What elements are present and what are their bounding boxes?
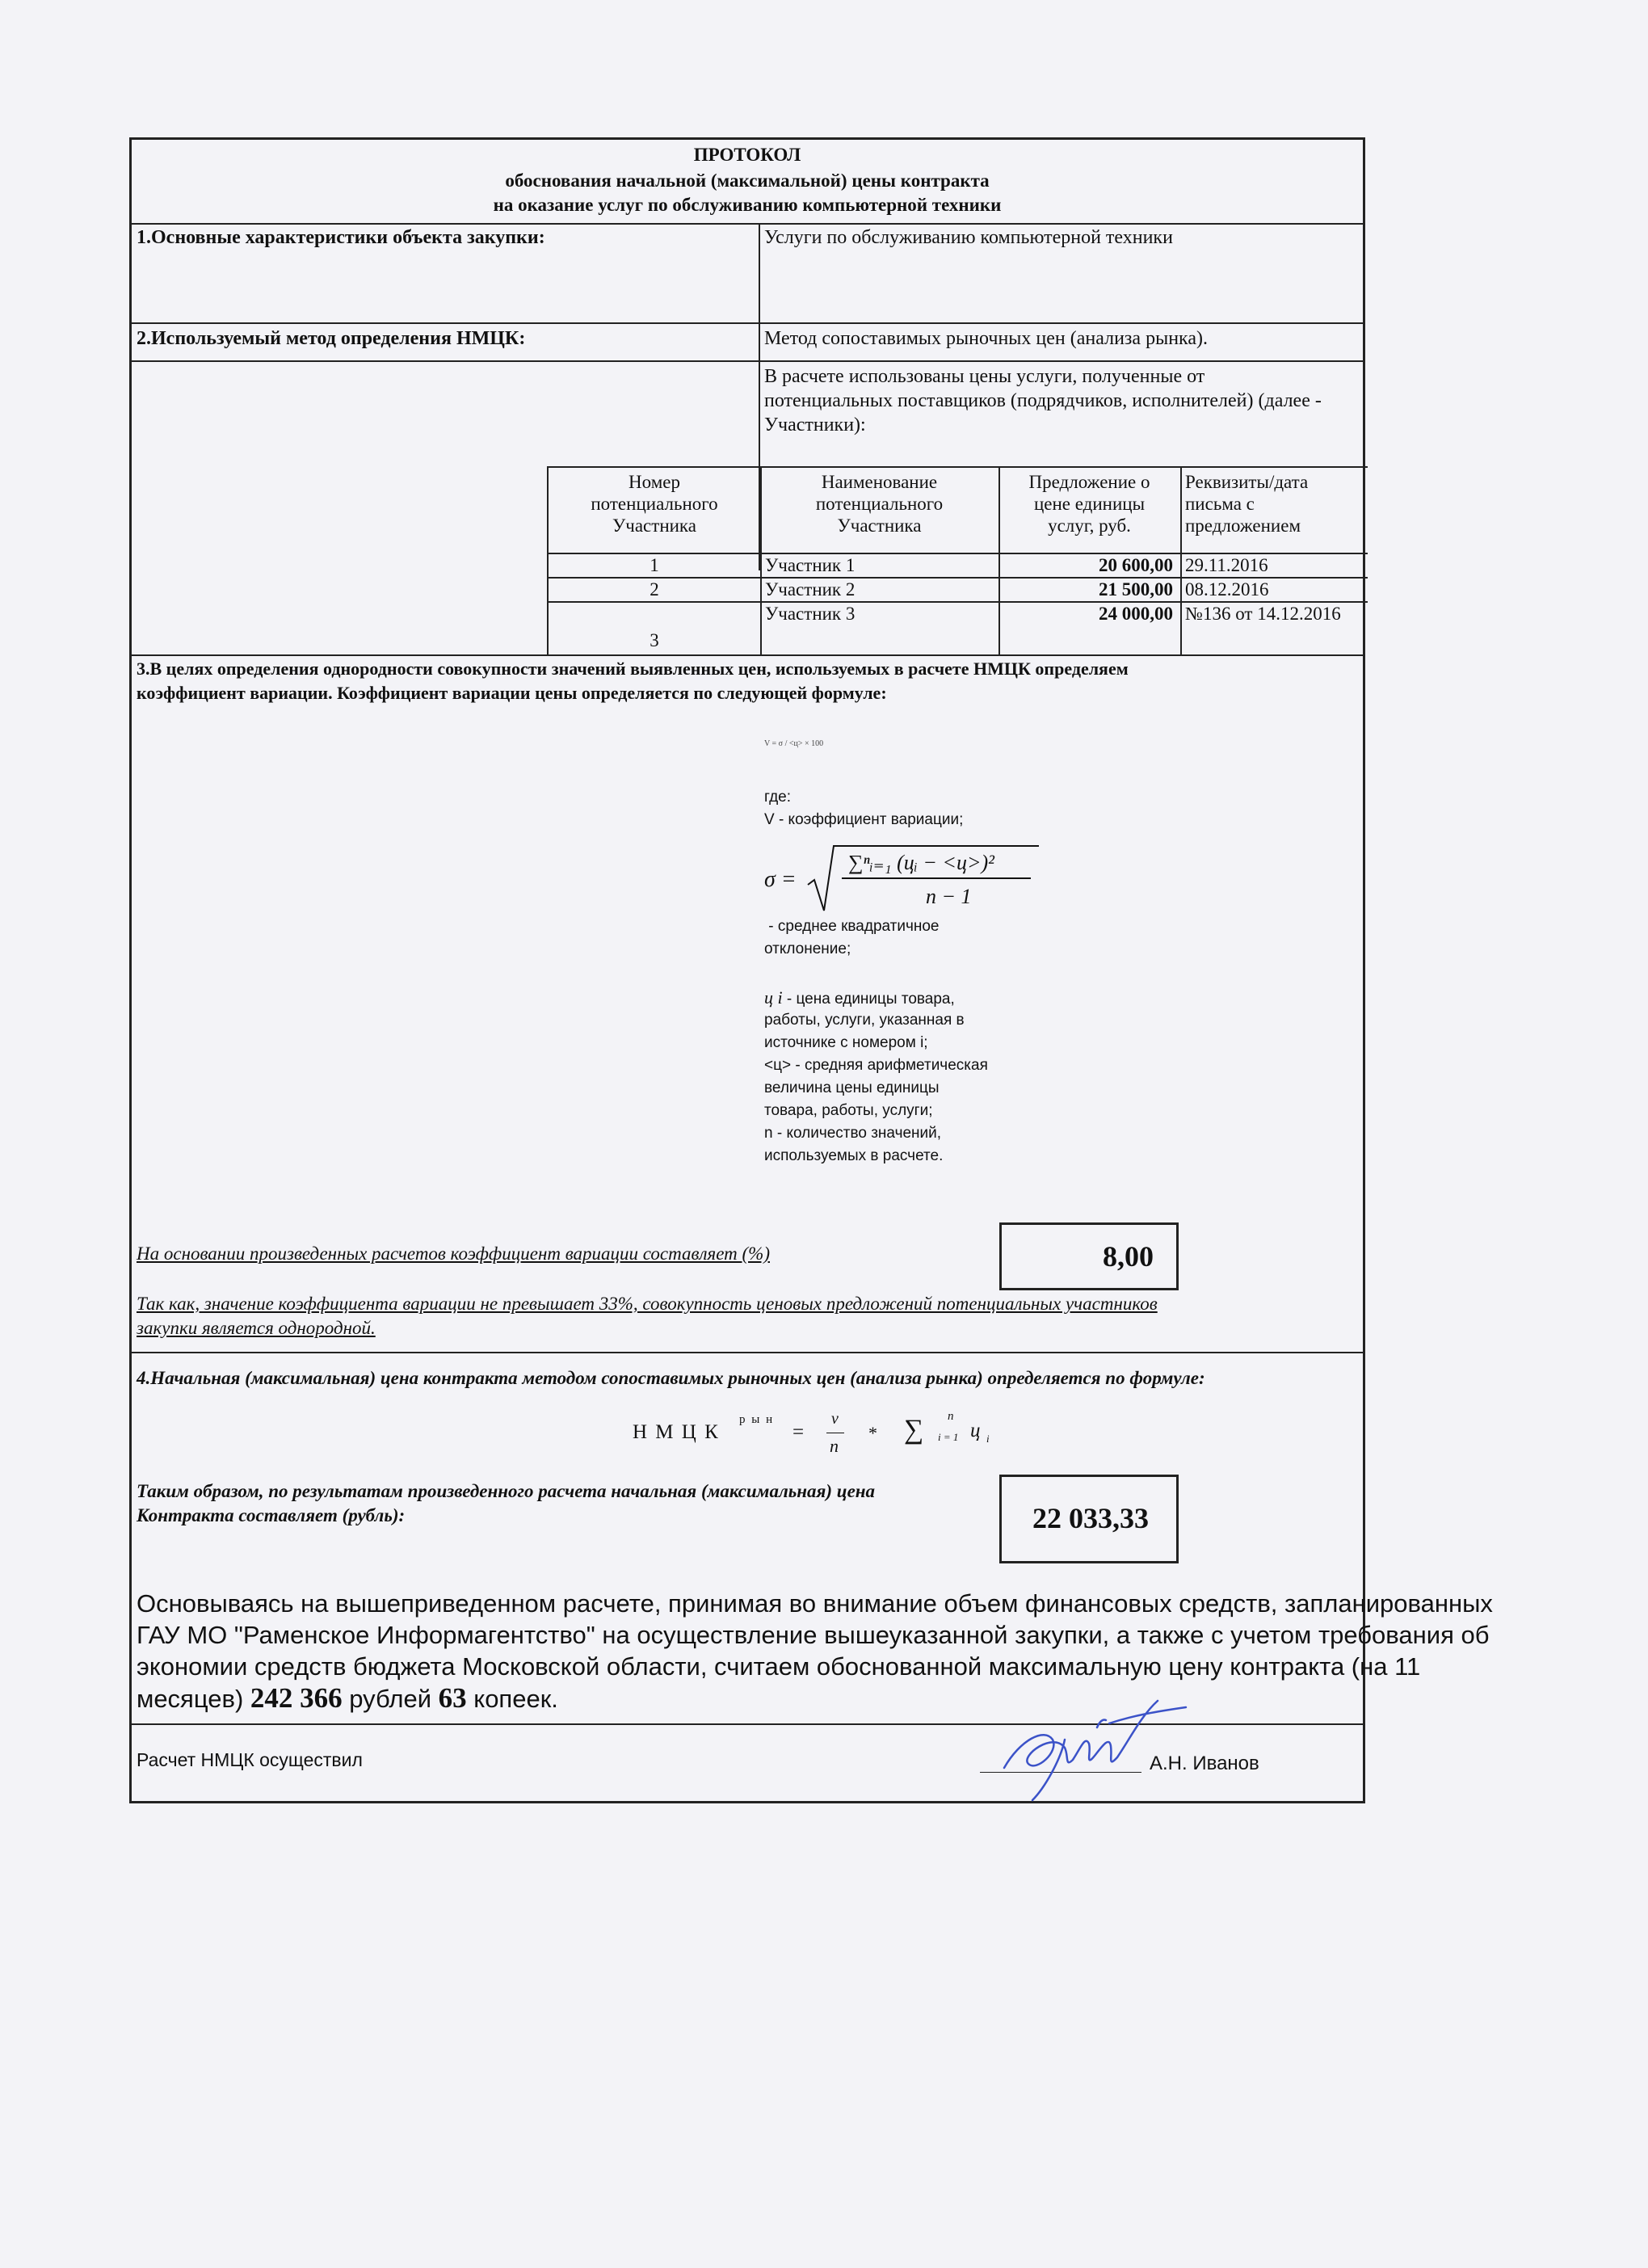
protocol-frame	[129, 137, 1493, 1803]
signature-label: Расчет НМЦК осуществил	[137, 1749, 363, 1770]
ci-definition: ц i - цена единицы товара,	[764, 987, 955, 1008]
participants-table	[547, 466, 1368, 654]
where-label: где:	[764, 789, 792, 806]
column-divider	[1180, 468, 1182, 656]
section3-label: коэффициент вариации. Коэффициент вариации цены определяется по следующей формуле:	[137, 683, 887, 703]
n-definition: n - количество значений,	[764, 1125, 942, 1142]
table-cell-name: Участник 3	[765, 604, 856, 624]
v-definition: V - коэффициент вариации;	[764, 811, 964, 828]
final-paragraph-line: Основываясь на вышеприведенном расчете, принимая во внимание объем финансовых средств, запланированных	[137, 1589, 1493, 1618]
nmck-result-box	[999, 1475, 1179, 1563]
divider	[132, 322, 1363, 324]
column-header: Предложение о цене единицы услуг, руб.	[1028, 472, 1150, 536]
doc-title: ПРОТОКОЛ	[693, 145, 801, 165]
variation-result-value: 8,00	[1103, 1240, 1154, 1273]
section2-value: Метод сопоставимых рыночных цен (анализа рынка).	[764, 328, 1208, 349]
section2-note: потенциальных поставщиков (подрядчиков, исполнителей) (далее -	[764, 390, 1322, 411]
section2-note: Участники):	[764, 414, 866, 436]
avg-definition: товара, работы, услуги;	[764, 1102, 933, 1119]
column-header: Наименование потенциального Участника	[815, 472, 944, 536]
sigma-definition: отклонение;	[764, 940, 851, 957]
final-paragraph-line: месяцев) 242 366 рублей 63 копеек.	[137, 1682, 558, 1714]
nmck-formula: Н М Ц К р ы н = v n * ∑ n i = 1 ц i	[633, 1410, 990, 1456]
signer-name: А.Н. Иванов	[1150, 1753, 1259, 1774]
n-definition: используемых в расчете.	[764, 1147, 944, 1164]
sigma-definition: - среднее квадратичное	[764, 918, 940, 935]
divider	[132, 360, 1363, 362]
table-cell-num: 2	[650, 579, 659, 600]
nmck-result-value: 22 033,33	[1032, 1502, 1149, 1534]
section4-label: 4.Начальная (максимальная) цена контракта методом сопоставимых рыночных цен (анализа рынка) определяется по формуле:	[137, 1368, 1205, 1388]
column-header: Номер потенциального Участника	[591, 472, 718, 536]
divider	[132, 223, 1363, 225]
ci-definition: источнике с номером i;	[764, 1034, 928, 1051]
variation-result-label: На основании произведенных расчетов коэффициент вариации составляет (%)	[137, 1243, 770, 1264]
final-paragraph-line: ГАУ МО "Раменское Информагентство" на осуществление вышеуказанной закупки, а также с учетом требования об	[137, 1621, 1490, 1649]
section2-note: В расчете использованы цены услуги, полученные от	[764, 366, 1205, 387]
section2-label: 2.Используемый метод определения НМЦК:	[137, 328, 526, 349]
homogeneity-conclusion: закупки является однородной.	[137, 1318, 376, 1338]
section1-label: 1.Основные характеристики объекта закупки:	[137, 227, 545, 248]
doc-subtitle-2: на оказание услуг по обслуживанию компьютерной техники	[493, 195, 1002, 215]
contract-price-rubles: 242 366	[250, 1682, 343, 1714]
section3-label: 3.В целях определения однородности совокупности значений выявленных цен, используемых в расчете НМЦК определяем	[137, 659, 1129, 679]
variation-result-box	[999, 1222, 1179, 1290]
final-paragraph-line: экономии средств бюджета Московской области, считаем обоснованной максимальную цену контракта (на 11	[137, 1652, 1421, 1681]
contract-price-kopecks: 63	[438, 1682, 467, 1714]
table-cell-date: 29.11.2016	[1185, 555, 1268, 575]
handwritten-signature	[988, 1691, 1198, 1804]
table-cell-price: 20 600,00	[1099, 555, 1173, 575]
divider	[132, 1352, 1363, 1353]
divider	[132, 654, 1363, 656]
section1-value: Услуги по обслуживанию компьютерной техники	[764, 227, 1173, 248]
table-cell-name: Участник 1	[765, 555, 856, 575]
table-cell-num: 1	[650, 555, 659, 575]
column-header: Реквизиты/дата письма с предложением	[1185, 472, 1309, 536]
doc-subtitle-1: обоснования начальной (максимальной) цены контракта	[505, 170, 990, 191]
table-cell-price: 21 500,00	[1099, 579, 1173, 600]
sigma-formula: σ = ∑ⁿᵢ₌₁ (цᵢ − <ц>)² n − 1	[764, 843, 1039, 915]
table-cell-num: 3	[650, 630, 659, 650]
table-cell-name: Участник 2	[765, 579, 856, 600]
avg-definition: величина цены единицы	[764, 1079, 940, 1096]
table-cell-price: 24 000,00	[1099, 604, 1173, 624]
nmck-result-label: Таким образом, по результатам произведенного расчета начальная (максимальная) цена	[137, 1481, 876, 1501]
nmck-result-label: Контракта составляет (рубль):	[137, 1505, 406, 1525]
table-cell-date: 08.12.2016	[1185, 579, 1269, 600]
coefficient-formula-small: V = σ / <ц> × 100	[764, 739, 824, 748]
table-cell-date: №136 от 14.12.2016	[1185, 604, 1341, 624]
ci-definition: работы, услуги, указанная в	[764, 1012, 965, 1029]
avg-definition: <ц> - средняя арифметическая	[764, 1057, 988, 1074]
homogeneity-conclusion: Так как, значение коэффициента вариации не превышает 33%, совокупность ценовых предложений потенциальных участников	[137, 1294, 1158, 1314]
